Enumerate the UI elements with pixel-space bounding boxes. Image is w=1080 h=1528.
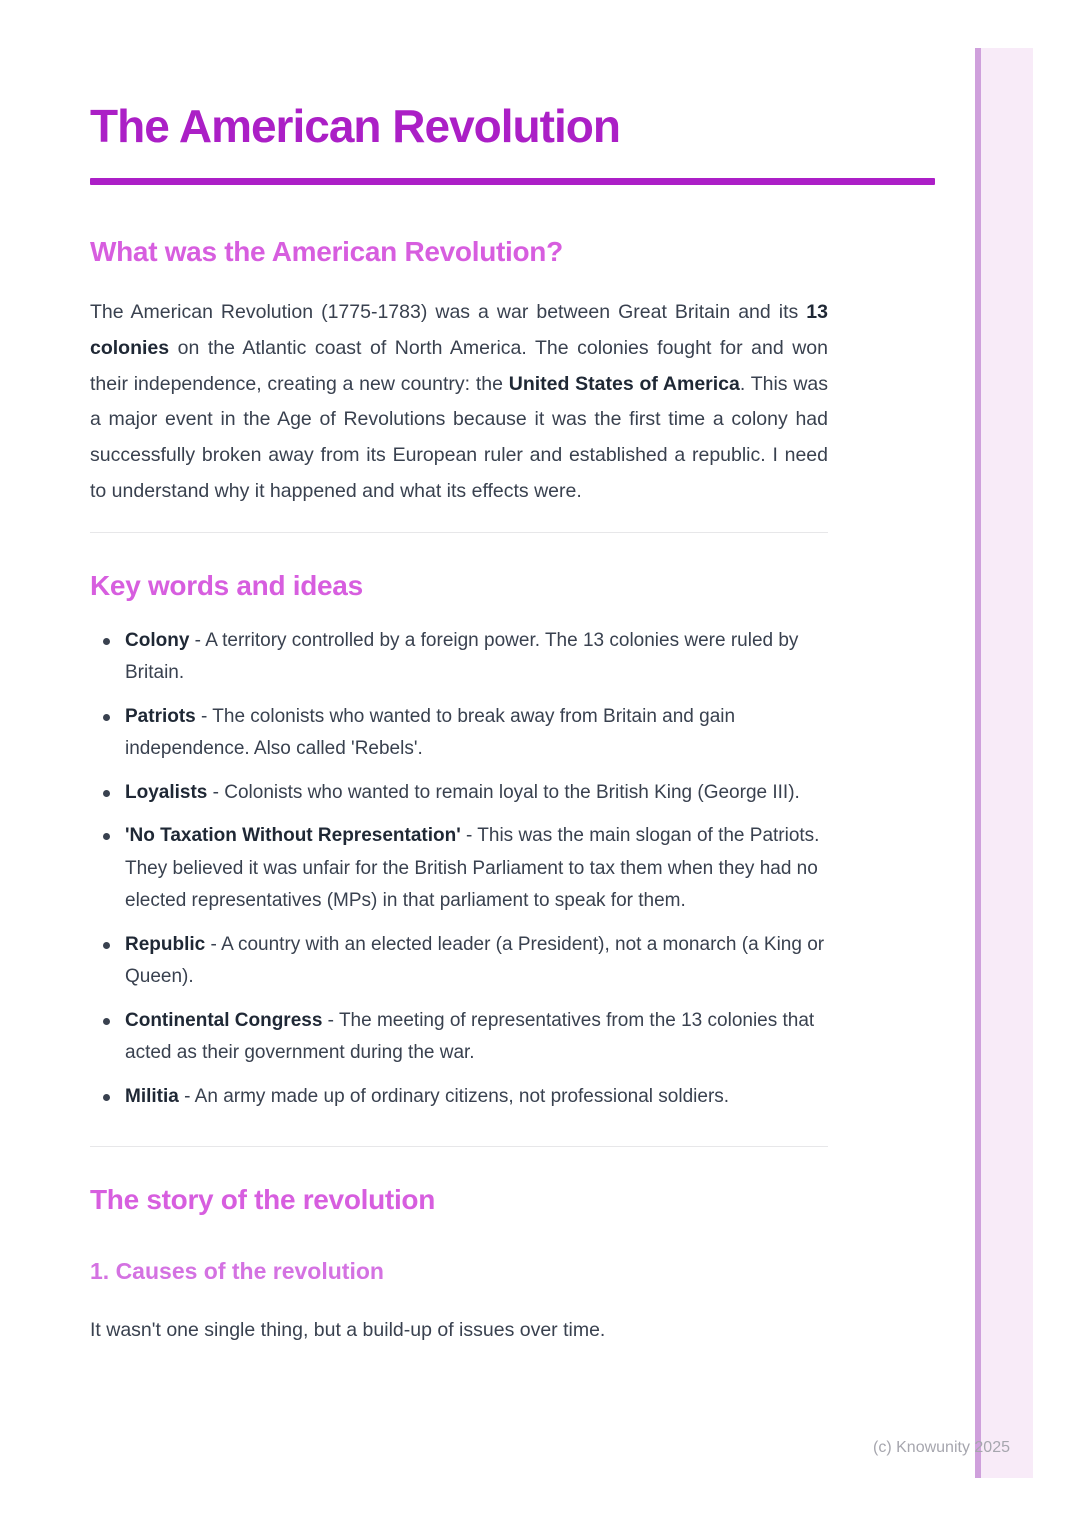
subsection-heading-causes: 1. Causes of the revolution [90,1258,384,1285]
list-item-loyalists [125,777,828,810]
list-item-no-taxation [125,820,828,918]
list-item-continental-congress [125,1005,828,1070]
keyword-definition: - A territory controlled by a foreign power. The 13 colonies were ruled by Britain. [125,629,799,684]
section-heading-story: The story of the revolution [90,1184,436,1216]
keyword-term: Continental Congress [125,1009,323,1031]
watermark: (c) Knowunity 2025 [873,1439,1010,1456]
title-underline-rule [90,178,935,185]
keyword-term: Loyalists [125,781,208,803]
causes-intro-paragraph: It wasn't one single thing, but a build-up of issues over time. [90,1319,606,1342]
list-item-patriots [125,701,828,766]
keyword-definition: - The colonists who wanted to break away from Britain and gain independence. Also called 'Rebels'. [125,705,736,760]
document-content [90,0,828,1345]
keyword-definition: - This was the main slogan of the Patriots. They believed it was unfair for the British Parliament to tax them when they had no elected representatives (MPs) in that parliament to speak for them. [125,825,820,912]
intro-paragraph [90,295,828,510]
keyword-term: Republic [125,933,206,955]
right-accent-bar [975,48,1033,1478]
section-divider [90,532,828,533]
keyword-term: Patriots [125,705,196,727]
intro-text-segment: The American Revolution (1775-1783) was a war between Great Britain and its [90,301,807,323]
keyword-term: Colony [125,629,190,651]
keyword-term: Militia [125,1085,179,1107]
intro-bold-13-colonies: 13 colonies [90,301,828,359]
keyword-term: 'No Taxation Without Representation' [125,825,461,847]
keyword-definition: - Colonists who wanted to remain loyal to the British King (George III). [207,781,800,803]
section-heading-what-was: What was the American Revolution? [90,236,563,267]
list-item-republic [125,929,828,994]
list-item-militia [125,1081,828,1114]
intro-text-segment: on the Atlantic coast of North America. The colonies fought for and won their independence, creating a new country: the [90,336,828,395]
keyword-definition: - The meeting of representatives from the 13 colonies that acted as their government during the war. [125,1009,815,1064]
intro-text-segment: . This was a major event in the Age of Revolutions because it was the first time a colony had successfully broken away from its European ruler and established a republic. I need to understand why it happened and what its effects were. [90,372,828,502]
section-heading-keywords: Key words and ideas [90,569,363,601]
keywords-list [90,625,828,1114]
list-item-colony [125,625,828,690]
section-divider [90,1146,828,1147]
keyword-definition: - A country with an elected leader (a President), not a monarch (a King or Queen). [125,933,825,988]
page-title: The American Revolution [90,100,620,152]
keyword-definition: - An army made up of ordinary citizens, not professional soldiers. [178,1085,730,1107]
intro-bold-usa: United States of America [508,372,740,395]
